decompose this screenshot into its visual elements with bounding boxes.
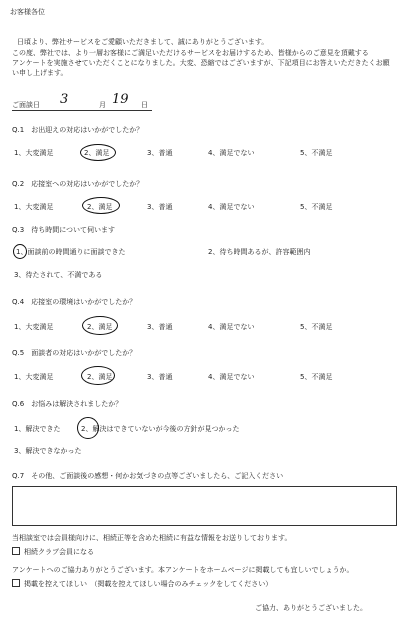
q2-label: Q.2 応接室への対応はいかがでしたか？ (12, 180, 144, 188)
q3-option-1[interactable]: 1、面談前の時間通りに面談できた (16, 248, 126, 256)
intro-line-3: アンケートを実施させていただくことになりました。大変、恐縮ではございますが、下記項目にお答えいただきたくお願 (12, 59, 390, 67)
info-line: 当相談室では会員様向けに、相続正等を含めた相続に有益な情報をお送りしております。 (12, 534, 292, 542)
club-checkbox[interactable] (12, 547, 20, 555)
q5-selection-circle (81, 366, 115, 385)
date-month-unit: 月 (99, 101, 106, 109)
q1-option-4[interactable]: 4、満足でない (208, 149, 255, 157)
q1-selection-circle (80, 144, 116, 161)
q4-selection-circle (82, 316, 118, 335)
intro-line-2: この度、弊社では、より一層お客様にご満足いただけるサービスをお届けするため、皆様からのご意見を頂戴する (12, 49, 369, 57)
intro-line-1: 日頃より、弊社サービスをご愛顧いただきまして、誠にありがとうございます。 (17, 38, 269, 46)
q2-option-4[interactable]: 4、満足でない (208, 203, 255, 211)
q2-option-5[interactable]: 5、不満足 (300, 203, 333, 211)
q3-label: Q.3 待ち時間について伺います (12, 226, 116, 234)
q1-option-2[interactable]: 2、満足 (84, 149, 110, 157)
thanks-text: ご協力、ありがとうございました。 (255, 604, 367, 612)
date-day-unit: 日 (141, 101, 148, 109)
club-option[interactable] (12, 547, 94, 557)
q5-option-5[interactable]: 5、不満足 (300, 373, 333, 381)
date-underline (12, 110, 152, 111)
q2-option-1[interactable]: 1、大変満足 (14, 203, 54, 211)
q1-option-3[interactable]: 3、普通 (147, 149, 173, 157)
q4-option-3[interactable]: 3、普通 (147, 323, 173, 331)
q7-label: Q.7 その他、ご面談後の感想・何かお気づきの点等ございましたら、ご記入ください (12, 472, 284, 480)
publish-checkbox-label: 掲載を控えてほしい （掲載を控えてほしい場合のみチェックをしてください） (24, 580, 273, 588)
q6-option-1[interactable]: 1、解決できた (14, 425, 61, 433)
q6-selection-circle (77, 417, 99, 439)
publish-line: アンケートへのご協力ありがとうございます。本アンケートをホームページに掲載しても宜しいでしょうか。 (12, 566, 354, 574)
q4-option-1[interactable]: 1、大変満足 (14, 323, 54, 331)
q6-option-3[interactable]: 3、解決できなかった (14, 447, 82, 455)
q4-label: Q.4 応接室の環境はいかがでしたか？ (12, 298, 137, 306)
q1-option-1[interactable]: 1、大変満足 (14, 149, 54, 157)
q5-option-3[interactable]: 3、普通 (147, 373, 173, 381)
q2-option-2[interactable]: 2、満足 (87, 203, 113, 211)
q4-option-4[interactable]: 4、満足でない (208, 323, 255, 331)
intro-line-4: い申し上げます。 (12, 69, 68, 77)
q2-selection-circle (82, 197, 120, 214)
q5-label: Q.5 面談者の対応はいかがでしたか？ (12, 349, 137, 357)
club-checkbox-label: 相続クラブ会員になる (24, 548, 94, 556)
q5-option-4[interactable]: 4、満足でない (208, 373, 255, 381)
date-label: ご面談日 (12, 101, 40, 109)
q3-option-2[interactable]: 2、待ち時間あるが、許容範囲内 (208, 248, 311, 256)
q4-option-2[interactable]: 2、満足 (87, 323, 113, 331)
q2-option-3[interactable]: 3、普通 (147, 203, 173, 211)
page-title: お客様各位 (10, 8, 45, 16)
q7-comment-box[interactable] (12, 486, 397, 526)
q3-selection-circle (13, 244, 27, 259)
q3-option-3[interactable]: 3、待たされて、不満である (14, 271, 103, 279)
q4-option-5[interactable]: 5、不満足 (300, 323, 333, 331)
q6-label: Q.6 お悩みは解決されましたか？ (12, 400, 123, 408)
q5-option-2[interactable]: 2、満足 (87, 373, 113, 381)
q5-option-1[interactable]: 1、大変満足 (14, 373, 54, 381)
publish-option[interactable] (12, 579, 272, 589)
date-month-value[interactable]: 3 (60, 92, 69, 107)
q1-option-5[interactable]: 5、不満足 (300, 149, 333, 157)
q6-option-2[interactable]: 2、解決はできていないが今後の方針が見つかった (81, 425, 240, 433)
q1-label: Q.1 お出迎えの対応はいかがでしたか？ (12, 126, 144, 134)
publish-checkbox[interactable] (12, 579, 20, 587)
date-day-value[interactable]: 19 (112, 92, 129, 107)
